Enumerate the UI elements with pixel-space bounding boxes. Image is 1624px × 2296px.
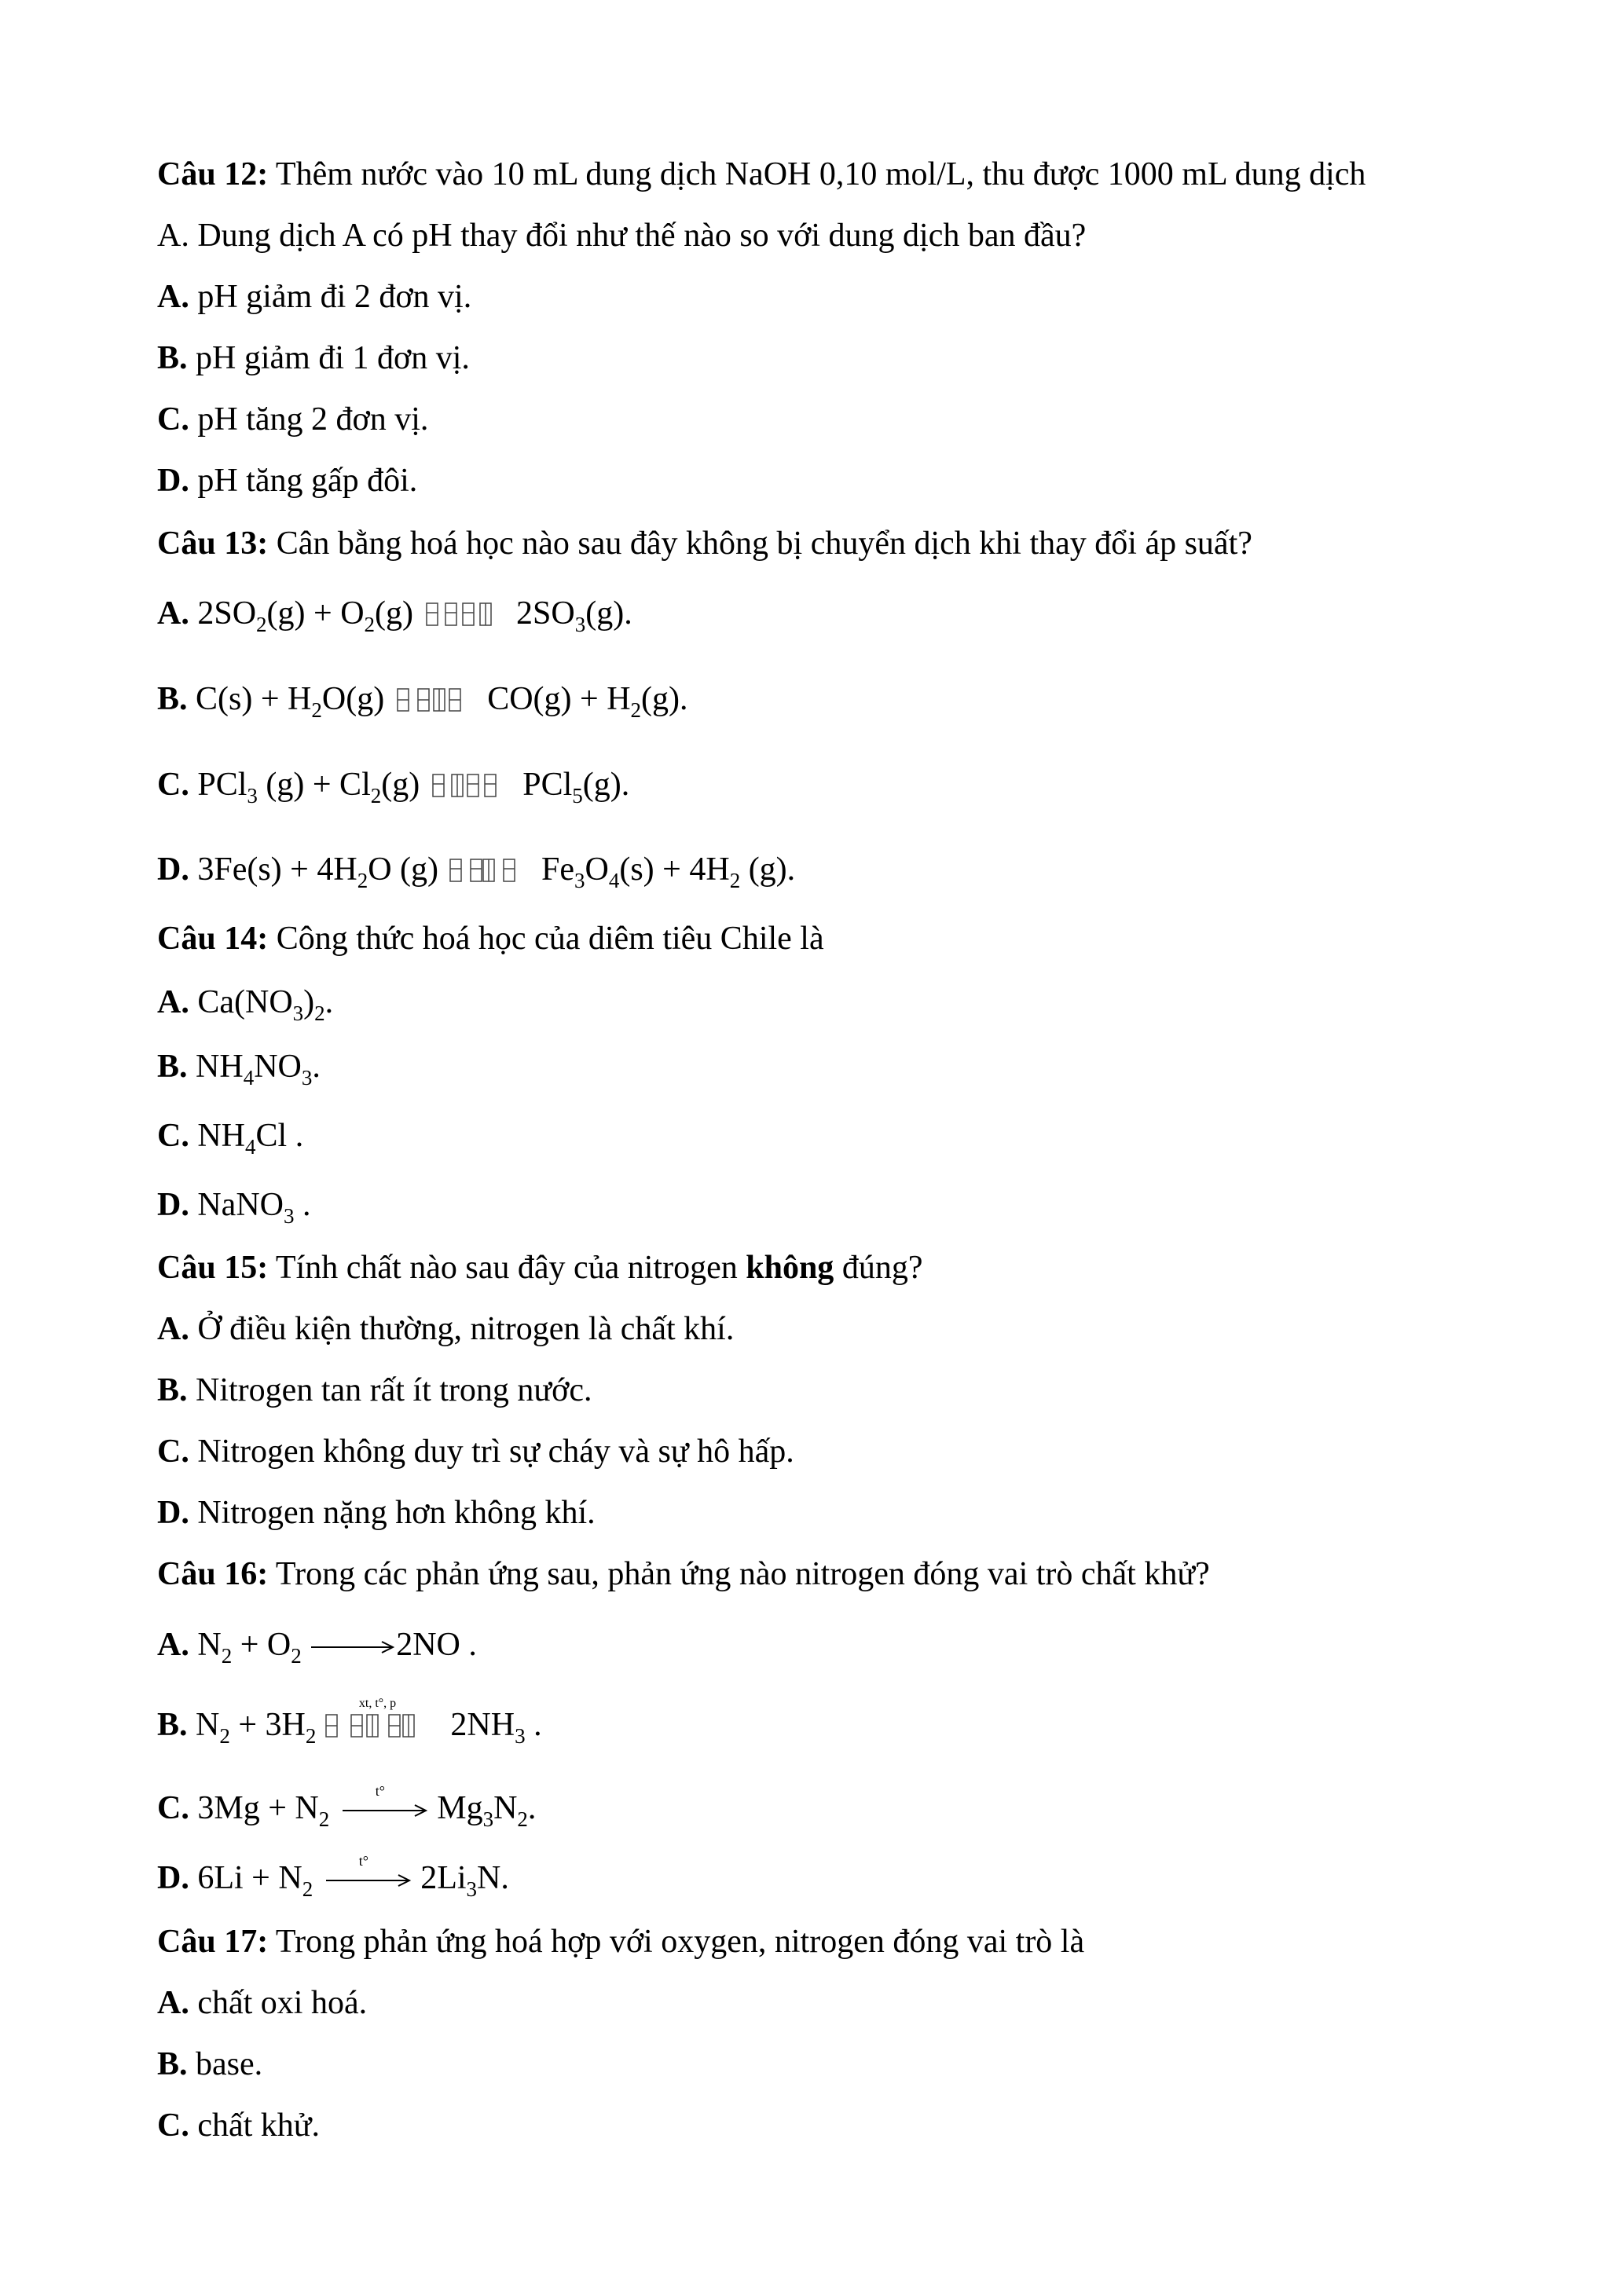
reaction-arrow-icon [310,1628,396,1664]
formula-part: (g) + O [266,595,365,632]
question-12 [157,154,1366,195]
formula-part: O [585,851,609,888]
option-key: C. [157,767,189,803]
formula-part: + 3H [229,1707,306,1743]
subscript: 2 [357,869,368,892]
question-15-text: Tính chất nào sau đây của nitrogen [268,1250,746,1286]
formula-part: . [525,1707,542,1743]
option-text: Nitrogen nặng hơn không khí. [189,1495,596,1531]
subscript: 2 [630,698,642,722]
formula-part: (g). [740,851,796,888]
option-key: A. [157,1985,189,2021]
subscript: 2 [370,784,382,807]
question-15-option-a [157,1309,734,1349]
question-13 [157,523,1252,564]
formula-part: (g) + Cl [257,767,371,803]
formula-part: Fe [533,851,574,888]
question-13-text: Cân bằng hoá học nào sau đây không bị chuyển dịch khi thay đổi áp suất? [268,525,1252,562]
question-16 [157,1554,1210,1595]
question-15-option-c [157,1431,794,1472]
subscript: 4 [245,1135,256,1159]
formula-part: (g) [375,595,414,632]
formula-part: (g). [585,595,632,632]
option-key: B. [157,1707,188,1743]
option-key: D. [157,1860,189,1896]
question-15-text-end: đúng? [834,1250,923,1286]
option-key: C. [157,2107,189,2144]
question-15-option-b [157,1370,592,1411]
formula-part: PCl [514,767,573,803]
equilibrium-arrow-icon [422,597,508,633]
formula-part: O (g) [368,851,438,888]
reaction-condition: t° [375,1783,385,1799]
question-13-label: Câu 13: [157,525,269,562]
formula-part: + O [232,1627,291,1663]
subscript: 4 [608,869,620,892]
formula-part: O(g) [321,681,385,717]
formula-part: PCl [189,767,247,803]
question-16-option-b [157,1697,542,1748]
formula-part: ) [303,984,315,1020]
formula-part: 2Li [412,1860,467,1896]
formula-part: (s) + 4H [619,851,730,888]
formula-part: N [187,1707,220,1743]
formula-part: Ca(NO [189,984,293,1020]
question-14-option-d [157,1185,311,1228]
question-16-label: Câu 16: [157,1556,269,1592]
option-key: C. [157,1434,189,1470]
reaction-condition: xt, t°, p [358,1697,397,1710]
question-17-text: Trong phản ứng hoá hợp với oxygen, nitrogen đóng vai trò là [268,1924,1085,1960]
formula-part: N [493,1790,518,1826]
question-15-emphasis: không [746,1250,834,1286]
subscript: 3 [292,1002,304,1025]
subscript: 3 [466,1877,478,1901]
question-12-text: Thêm nước vào 10 mL dung dịch NaOH 0,10 mol/L, thu được 1000 mL dung dịch [268,156,1366,192]
question-14-text: Công thức hoá học của diêm tiêu Chile là [268,921,824,957]
question-15-label: Câu 15: [157,1250,269,1286]
question-14-option-a [157,982,333,1023]
option-key: A. [157,1627,189,1663]
option-key: D. [157,851,189,888]
option-key: C. [157,1118,189,1154]
formula-part: 3Mg + N [189,1790,319,1826]
subscript: 2 [318,1807,330,1831]
equilibrium-arrow-icon [324,1708,442,1745]
formula-part: 3Fe(s) + 4H [189,851,357,888]
equilibrium-arrow-icon [393,683,479,719]
question-16-option-c [157,1783,537,1831]
formula-part: NO [254,1049,302,1085]
option-key: A. [157,984,189,1020]
question-17-option-c [157,2105,320,2146]
formula-part: NH [189,1118,246,1154]
question-16-option-a [157,1624,477,1668]
formula-part: Cl . [255,1118,304,1154]
formula-part: Mg [428,1790,483,1826]
option-key: A. [157,1311,189,1347]
option-text: chất khử. [189,2107,321,2144]
subscript: 2 [291,1644,302,1668]
formula-part: . [324,984,334,1020]
question-15-option-d [157,1492,596,1533]
option-text: pH tăng 2 đơn vị. [189,401,429,438]
subscript: 3 [515,1724,526,1748]
formula-part: NH [187,1049,244,1085]
option-key: C. [157,401,189,438]
formula-part: (g) [381,767,420,803]
formula-part: . [312,1049,321,1085]
option-key: D. [157,1187,189,1223]
question-13-option-a [157,593,632,634]
question-14-option-b [157,1046,321,1087]
option-key: A. [157,279,189,315]
option-text: pH tăng gấp đôi. [189,463,418,499]
question-17-option-b [157,2044,262,2085]
subscript: 3 [482,1807,494,1831]
formula-part: C(s) + H [187,681,312,717]
subscript: 3 [574,869,585,892]
option-key: B. [157,2046,188,2082]
question-12-text-cont [157,215,1086,256]
subscript: 3 [247,784,258,807]
subscript: 3 [301,1066,313,1089]
option-text: chất oxi hoá. [189,1985,368,2021]
subscript: 2 [256,613,267,636]
question-17 [157,1921,1084,1962]
subscript: 3 [574,613,586,636]
subscript: 2 [517,1807,528,1831]
option-text: Ở điều kiện thường, nitrogen là chất khí. [189,1311,735,1347]
equilibrium-arrow-icon [447,853,533,889]
formula-part: 2NH [442,1707,515,1743]
reaction-condition: t° [358,1853,368,1869]
question-12-option-c [157,399,428,440]
subscript: 4 [243,1066,255,1089]
option-text: base. [187,2046,263,2082]
question-14-option-c [157,1115,304,1159]
question-14 [157,918,824,959]
formula-part: NaNO [189,1187,284,1223]
option-key: D. [157,463,189,499]
formula-part: 2SO [508,595,575,632]
subscript: 2 [314,1002,325,1025]
question-17-option-a [157,1983,367,2023]
formula-part: CO(g) + H [478,681,631,717]
option-key: B. [157,1049,188,1085]
formula-part: 6Li + N [189,1860,302,1896]
formula-part: N [189,1627,222,1663]
option-key: B. [157,681,188,717]
equilibrium-arrow-icon [428,768,515,804]
question-15 [157,1247,922,1288]
option-key: D. [157,1495,189,1531]
question-12-option-a [157,276,471,317]
formula-part: . [294,1187,311,1223]
option-key: C. [157,1790,189,1826]
option-text: pH giảm đi 2 đơn vị. [189,279,472,315]
question-13-option-b [157,679,688,720]
question-13-option-d [157,849,795,890]
question-12-option-b [157,338,470,379]
option-key: B. [157,340,188,376]
option-text: pH giảm đi 1 đơn vị. [187,340,470,376]
subscript: 2 [729,869,741,892]
question-17-label: Câu 17: [157,1924,269,1960]
subscript: 2 [305,1724,317,1748]
subscript: 3 [283,1204,295,1228]
option-text: Nitrogen tan rất ít trong nước. [187,1372,592,1408]
equilibrium-arrow-with-condition [324,1697,442,1745]
option-key: B. [157,1372,188,1408]
formula-part: 2NO [396,1627,460,1663]
formula-part: (g). [641,681,688,717]
option-text: Nitrogen không duy trì sự cháy và sự hô hấp. [189,1434,794,1470]
option-key: A. [157,595,189,632]
subscript: 2 [221,1644,233,1668]
formula-part: (g). [582,767,630,803]
subscript: 2 [302,1877,313,1901]
subscript: 2 [364,613,376,636]
question-12-option-d [157,460,417,501]
question-14-label: Câu 14: [157,921,269,957]
question-12-label: Câu 12: [157,156,269,192]
question-12-text-line2: A. Dung dịch A có pH thay đổi như thế nào so với dung dịch ban đầu? [157,218,1087,254]
formula-part: . [527,1790,537,1826]
arrow-with-condition [338,1783,429,1828]
arrow-with-condition [321,1853,412,1898]
formula-part: N. [477,1860,509,1896]
subscript: 5 [572,784,583,807]
subscript: 2 [219,1724,230,1748]
subscript: 2 [311,698,322,722]
question-16-text: Trong các phản ứng sau, phản ứng nào nitrogen đóng vai trò chất khử? [268,1556,1210,1592]
question-13-option-c [157,764,629,805]
formula-part: . [460,1627,477,1663]
formula-part: 2SO [189,595,257,632]
question-16-option-d [157,1853,509,1901]
